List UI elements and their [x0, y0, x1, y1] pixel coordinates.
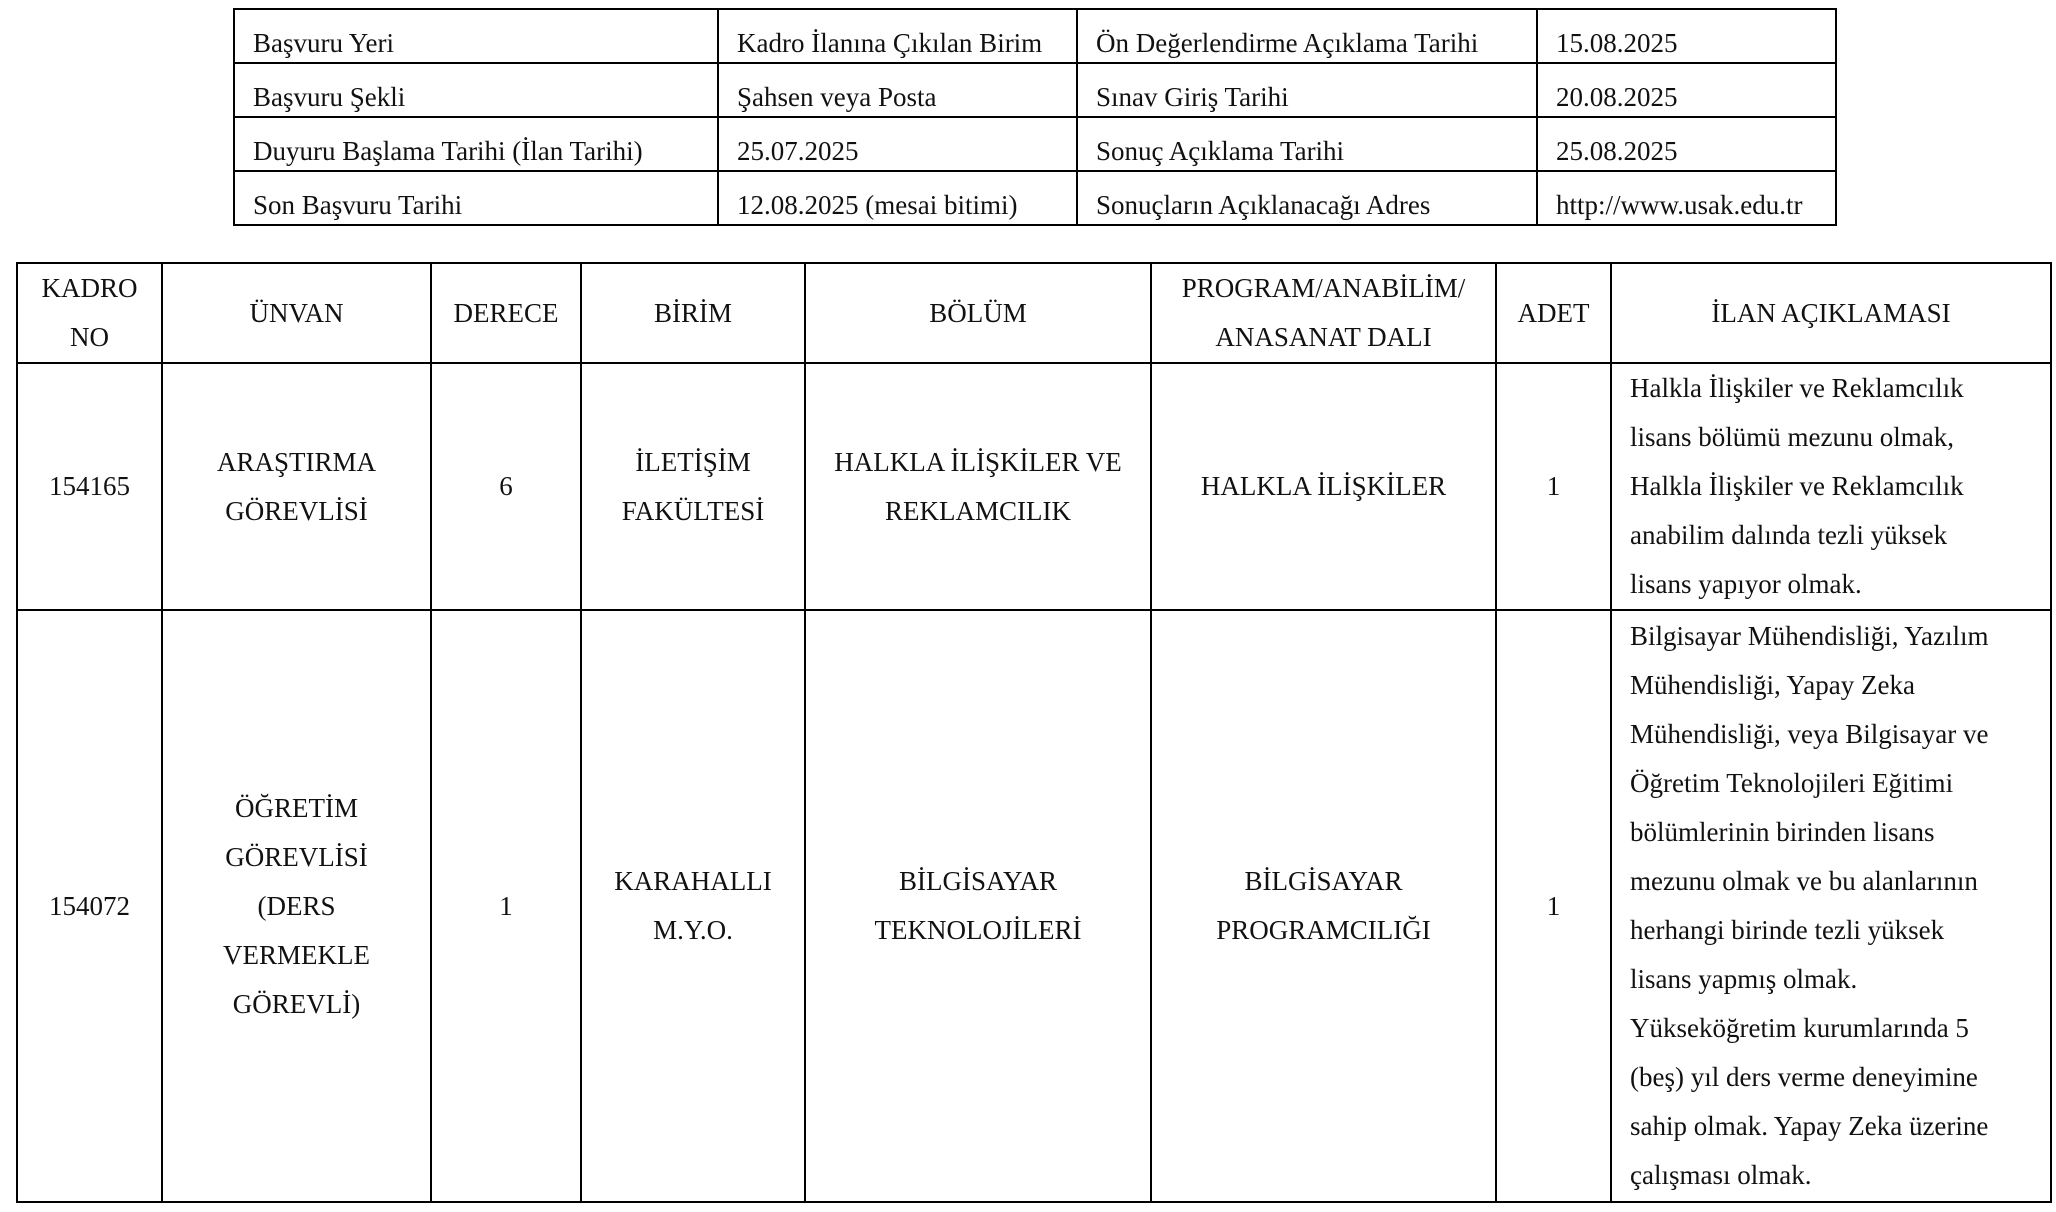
info-value-url[interactable]: http://www.usak.edu.tr [1537, 171, 1836, 225]
cell-birim: İLETİŞİM FAKÜLTESİ [581, 363, 805, 610]
table-row [17, 363, 2051, 610]
header-unvan: ÜNVAN [162, 263, 431, 363]
info-label: Duyuru Başlama Tarihi (İlan Tarihi) [234, 117, 718, 171]
header-adet: ADET [1496, 263, 1611, 363]
cell-program: BİLGİSAYAR PROGRAMCILIĞI [1151, 610, 1496, 1202]
info-row-deadline [234, 171, 1836, 225]
cell-adet: 1 [1496, 363, 1611, 610]
cell-ilan-aciklamasi: Halkla İlişkiler ve Reklamcılık lisans bölümü mezunu olmak, Halkla İlişkiler ve Reklamcılık anabilim dalında tezli yüksek lisans yapıyor olmak. [1611, 363, 2051, 610]
info-value: Kadro İlanına Çıkılan Birim [718, 9, 1077, 63]
info-label: Son Başvuru Tarihi [234, 171, 718, 225]
info-value: Şahsen veya Posta [718, 63, 1077, 117]
info-row-application-place [234, 9, 1836, 63]
info-label: Ön Değerlendirme Açıklama Tarihi [1077, 9, 1537, 63]
table-row [17, 610, 2051, 1202]
cell-ilan-aciklamasi: Bilgisayar Mühendisliği, Yazılım Mühendisliği, Yapay Zeka Mühendisliği, veya Bilgisayar ve Öğretim Teknolojileri Eğitimi bölümlerinin birinden lisans mezunu olmak ve bu alanlarının herhangi birinde tezli yüksek lisans yapmış olmak. Yükseköğretim kurumlarında 5 (beş) yıl ders verme deneyimine sahip olmak. Yapay Zeka üzerine çalışması olmak. [1611, 610, 2051, 1202]
info-label: Sonuç Açıklama Tarihi [1077, 117, 1537, 171]
info-row-application-method [234, 63, 1836, 117]
header-derece: DERECE [431, 263, 581, 363]
cell-adet: 1 [1496, 610, 1611, 1202]
cell-derece: 6 [431, 363, 581, 610]
cell-birim: KARAHALLI M.Y.O. [581, 610, 805, 1202]
positions-table [16, 262, 2052, 1203]
info-label: Sonuçların Açıklanacağı Adres [1077, 171, 1537, 225]
cell-bolum: BİLGİSAYAR TEKNOLOJİLERİ [805, 610, 1151, 1202]
info-value: 12.08.2025 (mesai bitimi) [718, 171, 1077, 225]
application-info-table [233, 8, 1837, 226]
header-birim: BİRİM [581, 263, 805, 363]
header-program: PROGRAM/ANABİLİM/ ANASANAT DALI [1151, 263, 1496, 363]
cell-kadro-no: 154072 [17, 610, 162, 1202]
info-label: Sınav Giriş Tarihi [1077, 63, 1537, 117]
info-value: 25.07.2025 [718, 117, 1077, 171]
info-value: 15.08.2025 [1537, 9, 1836, 63]
cell-unvan: ARAŞTIRMA GÖREVLİSİ [162, 363, 431, 610]
cell-program: HALKLA İLİŞKİLER [1151, 363, 1496, 610]
header-bolum: BÖLÜM [805, 263, 1151, 363]
cell-bolum: HALKLA İLİŞKİLER VE REKLAMCILIK [805, 363, 1151, 610]
info-row-announcement-date [234, 117, 1836, 171]
info-label: Başvuru Yeri [234, 9, 718, 63]
info-label: Başvuru Şekli [234, 63, 718, 117]
cell-kadro-no: 154165 [17, 363, 162, 610]
info-value: 20.08.2025 [1537, 63, 1836, 117]
header-ilan-aciklamasi: İLAN AÇIKLAMASI [1611, 263, 2051, 363]
info-value: 25.08.2025 [1537, 117, 1836, 171]
header-kadro-no: KADRO NO [17, 263, 162, 363]
cell-unvan: ÖĞRETİM GÖREVLİSİ (DERS VERMEKLE GÖREVLİ) [162, 610, 431, 1202]
positions-header-row [17, 263, 2051, 363]
cell-derece: 1 [431, 610, 581, 1202]
